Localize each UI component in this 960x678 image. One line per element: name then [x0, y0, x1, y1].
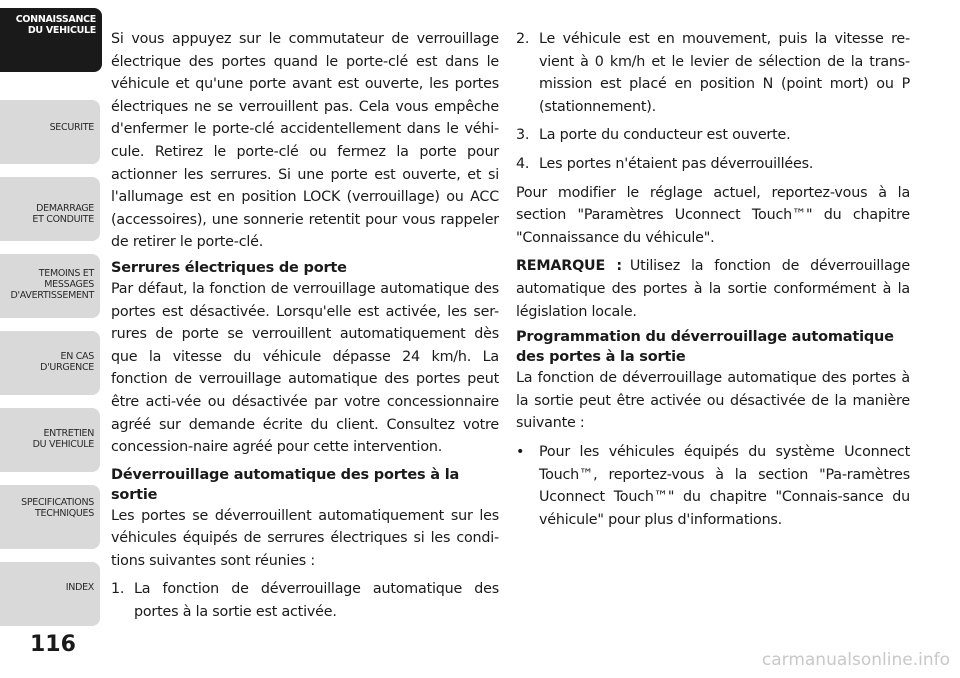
tab-temoins-et-messages[interactable] — [0, 254, 100, 318]
note-label: REMARQUE : — [516, 258, 622, 275]
body-paragraph: Par défaut, la fonction de verrouillage automatique des portes est désactivée. Lorsqu'elle est activée, les ser-rures de porte se verrouillent automatiquement dès que la vitesse du véhicule dépasse 24 km/h. La fonction de verrouillage automatique des portes peut être acti-vée ou désactivée par votre concessionnaire agréé sur demande écrite du client. Consultez votre concession-naire agréé pour cette intervention. — [111, 280, 499, 456]
list-text: Le véhicule est en mouvement, puis la vitesse re-vient à 0 km/h et le levier de sélection de la trans-mission est placé en position N (point mort) ou P (stationnement). — [539, 31, 910, 115]
list-text: Les portes n'étaient pas déverrouillées. — [539, 155, 814, 172]
list-item — [516, 153, 910, 176]
page-number: 116 — [30, 632, 76, 657]
bullet-icon: • — [516, 443, 525, 460]
intro-paragraph: Si vous appuyez sur le commutateur de verrouillage électrique des portes quand le porte-clé est dans le véhicule et qu'une porte avant est ouverte, les portes électriques ne se verrouillent pas. Cela vous empêche d'enfermer le porte-clé accidentellement dans le véhi-cule. Retirez le porte-clé ou fermez la porte pour actionner les serrures. Si une porte est ouverte, et si l'allumage est en position LOCK (verrouillage) ou ACC (accessoires), une sonnerie retentit pour vous rappeler de retirer le porte-clé. — [111, 31, 499, 251]
tab-specifications-techniques[interactable] — [0, 485, 100, 549]
tab-label: MESSAGES — [44, 279, 94, 290]
note-paragraph — [516, 255, 910, 323]
tab-label: DU VEHICULE — [32, 439, 94, 450]
bullet-item — [516, 441, 910, 531]
tab-connaissance-du-vehicule[interactable] — [0, 8, 102, 72]
tab-demarrage-et-conduite[interactable] — [0, 177, 100, 241]
tab-label: SECURITE — [49, 122, 94, 133]
list-text: La fonction de déverrouillage automatique des portes à la sortie est activée. — [134, 581, 499, 621]
tab-label: ET CONDUITE — [32, 214, 94, 225]
body-paragraph: Les portes se déverrouillent automatiquement sur les véhicules équipés de serrures électriques si les condi-tions suivantes sont réunies : — [111, 507, 499, 569]
body-paragraph: Pour modifier le réglage actuel, reportez-vous à la section "Paramètres Uconnect Touch™" du chapitre "Connaissance du véhicule". — [516, 184, 910, 246]
watermark: carmanualsonline.info — [761, 650, 950, 670]
note-text: Utilisez la fonction de déverrouillage automatique des portes à la sortie conformément à la législation locale. — [516, 258, 910, 320]
tab-index[interactable] — [0, 562, 100, 626]
tab-securite[interactable] — [0, 100, 100, 164]
tab-label: DEMARRAGE — [36, 203, 94, 214]
section-heading: Déverrouillage automatique des portes à la sortie — [111, 466, 460, 503]
list-number: 4. — [516, 155, 530, 172]
right-column — [516, 28, 910, 537]
tab-label: TEMOINS ET — [38, 268, 94, 279]
tab-label: CONNAISSANCE — [15, 14, 96, 25]
tab-label: INDEX — [65, 582, 94, 593]
body-paragraph: La fonction de déverrouillage automatique des portes à la sortie peut être activée ou désactivée de la manière suivante : — [516, 370, 910, 432]
tab-label: D'URGENCE — [40, 362, 94, 373]
tab-label: ENTRETIEN — [43, 428, 94, 439]
tab-label: TECHNIQUES — [35, 508, 94, 519]
list-number: 2. — [516, 31, 530, 47]
section-heading: Programmation du déverrouillage automatique des portes à la sortie — [516, 329, 894, 366]
list-item — [111, 578, 499, 623]
tab-label: EN CAS — [60, 351, 94, 362]
tab-label: SPECIFICATIONS — [21, 497, 94, 508]
list-number: 3. — [516, 127, 530, 144]
tab-label: DU VEHICULE — [27, 25, 96, 36]
list-number: 1. — [111, 581, 125, 598]
tab-en-cas-durgence[interactable] — [0, 331, 100, 395]
list-item — [516, 28, 910, 118]
left-column — [111, 28, 499, 630]
bullet-text: Pour les véhicules équipés du système Uconnect Touch™, reportez-vous à la section "Pa-ramètres Uconnect Touch™" du chapitre "Connais-sance du véhicule" pour plus d'informations. — [539, 443, 910, 528]
tab-label: D'AVERTISSEMENT — [10, 290, 94, 301]
chapter-sidebar — [0, 0, 102, 640]
section-heading: Serrures électriques de porte — [111, 259, 347, 276]
list-item — [516, 124, 910, 147]
list-text: La porte du conducteur est ouverte. — [539, 127, 791, 144]
tab-entretien-du-vehicule[interactable] — [0, 408, 100, 472]
